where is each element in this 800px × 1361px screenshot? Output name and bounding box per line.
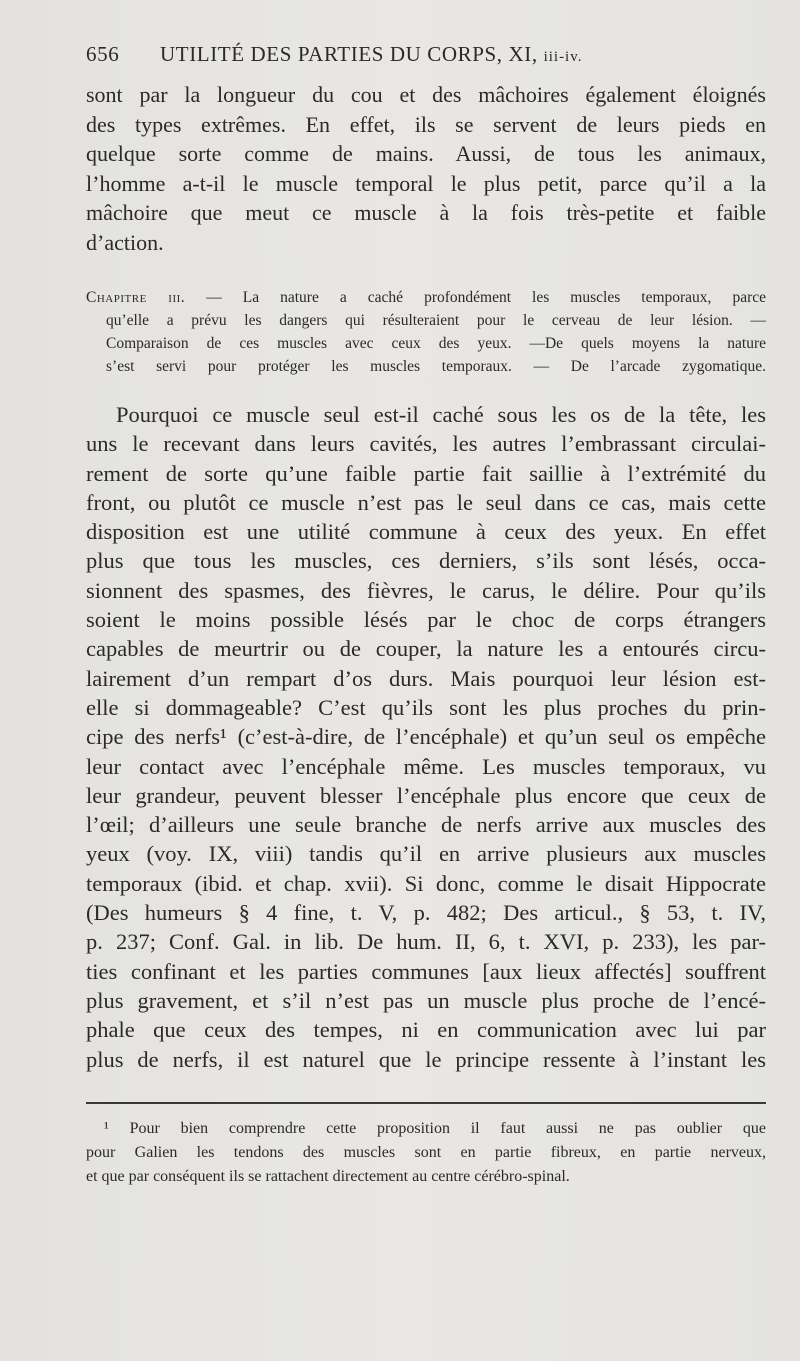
text-line: yeux (voy. IX, viii) tandis qu’il en arrive plusieurs aux muscles [86,841,766,867]
text-line: l’œil; d’ailleurs une seule branche de nerfs arrive aux muscles des [86,812,766,838]
section-reference: iii-iv. [543,49,583,65]
chapter-summary [86,286,766,378]
text-line: rement de sorte qu’une faible partie fait saillie à l’extrémité du [86,460,766,486]
text-line: ties confinant et les parties communes [aux lieux affectés] souffrent [86,958,766,984]
text-line: leur grandeur, peuvent blesser l’encéphale plus encore que ceux de [86,782,766,808]
footnote-line: et que par conséquent ils se rattachent directement au centre cérébro-spinal. [86,1168,570,1185]
text-line: disposition est une utilité commune à ceux des yeux. En effet [86,519,766,545]
text-line: sionnent des spasmes, des fièvres, le carus, le délire. Pour qu’ils [86,577,766,603]
text-line: plus gravement, et s’il n’est pas un muscle plus proche de l’encé- [86,987,766,1013]
footnote [86,1117,766,1189]
text-line: leur contact avec l’encéphale même. Les muscles temporaux, vu [86,753,766,779]
chapter-label: Chapitre iii. [86,289,186,306]
summary-line: — La nature a caché profondément les muscles temporaux, parce [206,289,766,306]
text-line: p. 237; Conf. Gal. in lib. De hum. II, 6, t. XVI, p. 233), les par- [86,929,766,955]
text-line: lairement d’un rempart d’os durs. Mais pourquoi leur lésion est- [86,665,766,691]
text-line: elle si dommageable? C’est qu’ils sont les plus proches du prin- [86,694,766,720]
text-line: l’homme a-t-il le muscle temporal le plus petit, parce qu’il a la [86,170,766,196]
footnote-divider [86,1102,766,1104]
text-line: uns le recevant dans leurs cavités, les autres l’embrassant circulai- [86,431,766,457]
running-head [86,42,766,67]
text-line: plus que tous les muscles, ces derniers, s’ils sont lésés, occa- [86,548,766,574]
summary-line: qu’elle a prévu les dangers qui résulteraient pour le cerveau de leur lésion. — [106,312,766,329]
text-line: sont par la longueur du cou et des mâchoires également éloignés [86,82,766,107]
text-line: d’action. [86,229,164,255]
text-line: mâchoire que meut ce muscle à la fois très-petite et faible [86,200,766,225]
summary-line: s’est servi pour protéger les muscles temporaux. — De l’arcade zygomatique. [106,358,766,375]
paragraph-top [86,80,766,257]
running-title: UTILITÉ DES PARTIES DU CORPS, XI, [160,42,538,66]
text-line: plus de nerfs, il est naturel que le principe ressente à l’instant les [86,1046,766,1072]
paragraph-main [86,400,766,1074]
summary-line: Comparaison de ces muscles avec ceux des yeux. —De quels moyens la nature [106,335,766,352]
text-line: soient le moins possible lésés par le choc de corps étrangers [86,607,766,633]
footnote-line: ¹ Pour bien comprendre cette proposition il faut aussi ne pas oublier que [104,1120,766,1137]
text-line: capables de meurtrir ou de couper, la nature les a entourés circu- [86,636,766,662]
footnote-line: pour Galien les tendons des muscles sont en partie fibreux, en partie nerveux, [86,1144,766,1161]
page-number: 656 [86,42,120,66]
text-line: cipe des nerfs¹ (c’est-à-dire, de l’encéphale) et qu’un seul os empêche [86,724,766,750]
text-line: des types extrêmes. En effet, ils se servent de leurs pieds en [86,111,766,137]
text-line: quelque sorte comme de mains. Aussi, de tous les animaux, [86,141,766,166]
text-line: (Des humeurs § 4 fine, t. V, p. 482; Des articul., § 53, t. IV, [86,900,766,926]
text-line: Pourquoi ce muscle seul est-il caché sous les os de la tête, les [116,402,766,427]
text-line: temporaux (ibid. et chap. xvii). Si donc, comme le disait Hippocrate [86,870,766,896]
text-line: phale que ceux des tempes, ni en communication avec lui par [86,1017,766,1043]
text-line: front, ou plutôt ce muscle n’est pas le seul dans ce cas, mais cette [86,489,766,515]
